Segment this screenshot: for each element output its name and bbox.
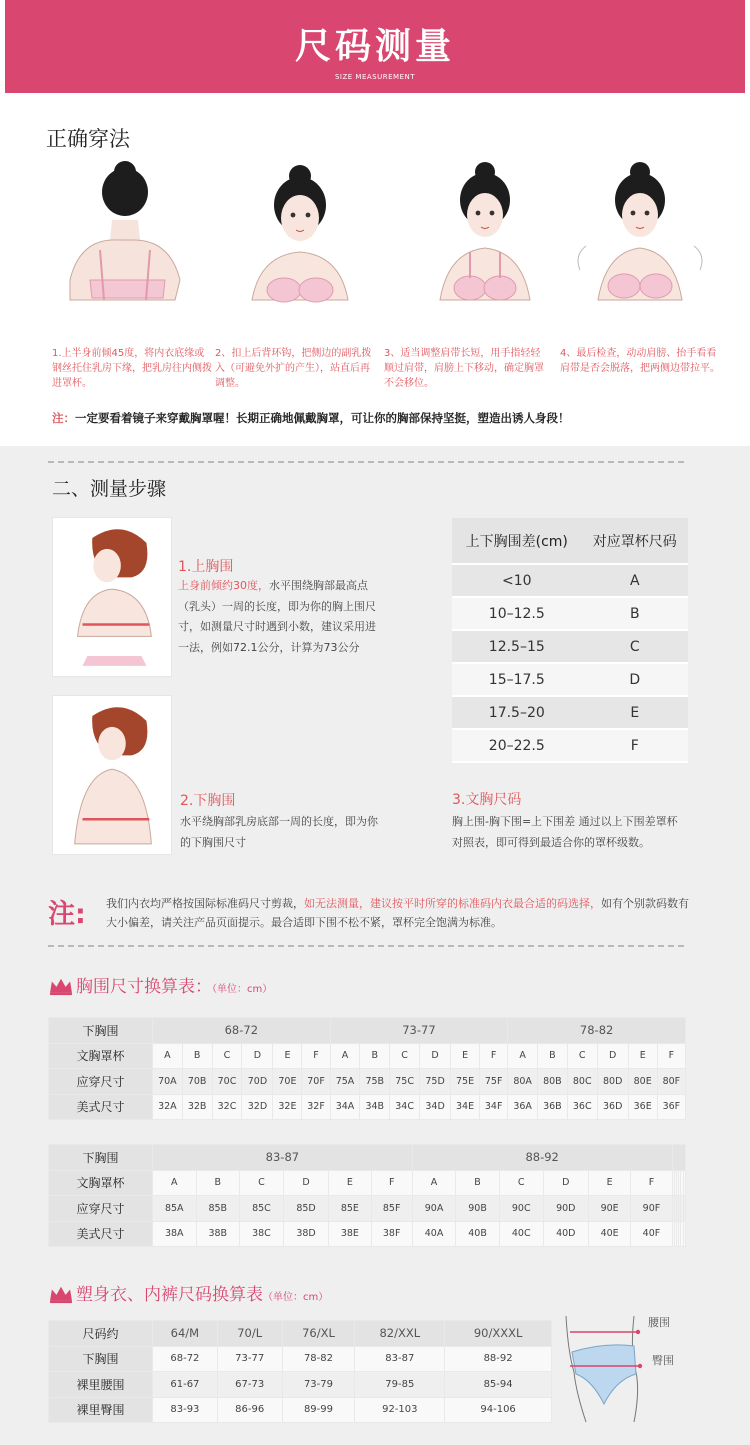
table-cell: 82/XXL [355, 1321, 445, 1347]
table-cell: 70C [212, 1069, 242, 1095]
table-cell: 36F [657, 1094, 685, 1120]
table-cell: B [196, 1170, 240, 1196]
table-cell: 88-92 [445, 1346, 552, 1372]
table-cell: 34B [360, 1094, 390, 1120]
size-note-red: 如无法测量，建议按平时所穿的标准码内衣最合适的码选择， [304, 897, 601, 910]
crown-icon [48, 1284, 76, 1309]
table-cell: C [390, 1043, 420, 1069]
table-row [49, 1018, 686, 1044]
table-cell: B [538, 1043, 568, 1069]
table-cell: 32D [242, 1094, 273, 1120]
table-cell: 85-94 [445, 1372, 552, 1398]
table-cell: 80C [567, 1069, 597, 1095]
table-row [49, 1145, 686, 1171]
table-row [49, 1170, 686, 1196]
note-big-label: 注: [48, 899, 86, 930]
crown-icon [48, 976, 76, 1001]
cup-table-header-diff: 上下胸围差(cm) [452, 518, 582, 564]
table-cell: 36D [597, 1094, 628, 1120]
section-measure-title: 二、测量步骤 [52, 478, 167, 500]
table-cell: C [582, 630, 688, 663]
table-cell: 86-96 [217, 1397, 282, 1423]
table-cell: 10–12.5 [452, 597, 582, 630]
table-cell: 94-106 [445, 1397, 552, 1423]
table-cell: 75D [420, 1069, 451, 1095]
row-label: 尺码约 [49, 1321, 153, 1347]
step3-illustration [400, 160, 560, 342]
lower-bust-illustration [52, 695, 172, 855]
table-cell: B [582, 597, 688, 630]
size-note-a: 我们内衣均严格按国际标准码尺寸剪裁， [106, 897, 304, 910]
table-cell: C [212, 1043, 242, 1069]
table-cell: 40B [456, 1221, 500, 1247]
table-cell: 34C [390, 1094, 420, 1120]
table-cell: 85A [153, 1196, 197, 1222]
table-cell: 70E [273, 1069, 302, 1095]
note-label: 注： [52, 411, 75, 425]
table-cell: 17.5–20 [452, 696, 582, 729]
table-cell: F [480, 1043, 508, 1069]
table-cell: 15–17.5 [452, 663, 582, 696]
table-cell: 12.5–15 [452, 630, 582, 663]
upper-bust-title: 1.上胸围 [178, 559, 234, 575]
table-cell: D [582, 663, 688, 696]
table-cell: 83-87 [355, 1346, 445, 1372]
table-cell: 80F [657, 1069, 685, 1095]
upper-bust-lead: 上身前倾约30度， [178, 579, 269, 592]
table-cell: 38B [196, 1221, 240, 1247]
body-diagram [556, 1312, 706, 1427]
table-cell: 20–22.5 [452, 729, 582, 762]
table-cell: 83-93 [153, 1397, 218, 1423]
table-cell: <10 [452, 564, 582, 597]
table-cell: 90D [543, 1196, 588, 1222]
lower-bust-title: 2.下胸围 [180, 793, 236, 809]
row-label: 下胸围 [49, 1346, 153, 1372]
row-label: 裸里腰围 [49, 1372, 153, 1398]
table-cell: 73-77 [217, 1346, 282, 1372]
table-cell [683, 1170, 685, 1196]
table-row [49, 1321, 552, 1347]
table-row [452, 597, 688, 630]
table-cell: 32E [273, 1094, 302, 1120]
table-cell: 64/M [153, 1321, 218, 1347]
group-header: 73-77 [330, 1018, 508, 1044]
table-cell: 34A [330, 1094, 360, 1120]
table-cell: C [567, 1043, 597, 1069]
table-cell: 40D [543, 1221, 588, 1247]
table-row [49, 1196, 686, 1222]
cup-size-table [452, 518, 688, 763]
table-cell: 70F [302, 1069, 330, 1095]
note-text: 一定要看着镜子来穿戴胸罩喔！长期正确地佩戴胸罩，可让你的胸部保持坚挺，塑造出诱人身段！ [75, 411, 570, 425]
table-cell: 36E [628, 1094, 657, 1120]
shapewear-size-table [48, 1320, 552, 1423]
table-cell: 73-79 [282, 1372, 355, 1398]
hip-label: 臀围 [652, 1354, 674, 1367]
table-cell: 75F [480, 1069, 508, 1095]
bra-size-section-title [48, 972, 272, 1001]
table-cell: 70/L [217, 1321, 282, 1347]
wearing-note [52, 410, 570, 426]
row-label: 文胸罩杯 [49, 1043, 153, 1069]
table-cell: 38D [283, 1221, 328, 1247]
table-cell: 32A [153, 1094, 183, 1120]
table-row [452, 564, 688, 597]
header-banner [5, 0, 745, 93]
table-cell: 75A [330, 1069, 360, 1095]
table-cell: D [543, 1170, 588, 1196]
table-cell: E [582, 696, 688, 729]
table-row [452, 696, 688, 729]
table-cell: 89-99 [282, 1397, 355, 1423]
table-cell: C [240, 1170, 284, 1196]
table-cell: 34F [480, 1094, 508, 1120]
table-cell: 34E [451, 1094, 480, 1120]
bra-size-title: 胸围尺寸换算表： [76, 977, 212, 997]
table-cell: B [182, 1043, 212, 1069]
row-label: 裸里臀围 [49, 1397, 153, 1423]
step2-text: 2、扣上后背环钩，把侧边的副乳拨入（可避免外扩的产生），站直后再调整。 [215, 348, 372, 389]
table-cell: 90A [412, 1196, 456, 1222]
table-cell: F [371, 1170, 412, 1196]
bra-size-unit: （单位：cm） [212, 984, 273, 995]
table-cell: C [499, 1170, 543, 1196]
row-label: 美式尺寸 [49, 1221, 153, 1247]
table-cell: D [283, 1170, 328, 1196]
table-cell: 38C [240, 1221, 284, 1247]
size-note-b: 如有个别款码数有大小偏差，请关注产品页面提示。最合适即下围不松不紧，罩杯完全饱满为标准。 [106, 897, 689, 929]
table-cell: 80B [538, 1069, 568, 1095]
table-row [49, 1043, 686, 1069]
table-cell: 85F [371, 1196, 412, 1222]
table-cell: 36B [538, 1094, 568, 1120]
table-cell: 79-85 [355, 1372, 445, 1398]
divider [48, 461, 684, 463]
table-cell: 38E [329, 1221, 371, 1247]
table-row [49, 1094, 686, 1120]
table-row [49, 1372, 552, 1398]
row-label: 应穿尺寸 [49, 1069, 153, 1095]
step2-illustration [220, 160, 380, 342]
step1-illustration [40, 160, 200, 342]
table-cell: E [588, 1170, 630, 1196]
table-cell: 61-67 [153, 1372, 218, 1398]
table-cell: 70D [242, 1069, 273, 1095]
bra-size-table-1 [48, 1017, 686, 1120]
table-cell: A [412, 1170, 456, 1196]
table-cell: 80E [628, 1069, 657, 1095]
bra-size-table-2 [48, 1144, 686, 1247]
table-cell: F [302, 1043, 330, 1069]
size-note-text [106, 894, 691, 932]
table-cell: E [628, 1043, 657, 1069]
table-cell: E [273, 1043, 302, 1069]
table-row [49, 1069, 686, 1095]
row-label: 应穿尺寸 [49, 1196, 153, 1222]
table-cell: 75E [451, 1069, 480, 1095]
cup-table-header [452, 518, 688, 564]
table-cell: A [582, 564, 688, 597]
table-cell: 85D [283, 1196, 328, 1222]
table-cell: 85E [329, 1196, 371, 1222]
table-cell: 75C [390, 1069, 420, 1095]
table-cell: 92-103 [355, 1397, 445, 1423]
table-cell: F [657, 1043, 685, 1069]
table-cell: 70A [153, 1069, 183, 1095]
group-header: 88-92 [412, 1145, 672, 1171]
table-row [49, 1397, 552, 1423]
waist-label: 腰围 [648, 1316, 670, 1329]
table-cell: 32C [212, 1094, 242, 1120]
table-cell: A [153, 1170, 197, 1196]
bra-size-text: 胸上围-胸下围=上下围差 通过以上下围差罩杯对照表，即可得到最适合你的罩杯级数。 [452, 815, 678, 849]
table-row [452, 663, 688, 696]
upper-bust-body: 水平围绕胸部最高点（乳头）一周的长度，即为你的胸上围尺寸，如测量尺寸时遇到小数，建议采用进一法，例如72.1公分，计算为73公分 [178, 579, 376, 654]
row-label: 文胸罩杯 [49, 1170, 153, 1196]
step1-text: 1.上半身前倾45度，将内衣底缘或钢丝托住乳房下缘，把乳房往内侧拨进罩杯。 [52, 348, 212, 389]
bra-size-title: 3.文胸尺码 [452, 792, 522, 808]
banner-title: 尺码测量 [294, 25, 455, 67]
table-cell: 36A [508, 1094, 538, 1120]
group-header: 83-87 [153, 1145, 413, 1171]
group-header: 68-72 [153, 1018, 331, 1044]
table-cell: E [329, 1170, 371, 1196]
table-cell: D [597, 1043, 628, 1069]
table-cell: 38F [371, 1221, 412, 1247]
banner-subtitle: SIZE MEASUREMENT [334, 73, 416, 81]
shapewear-title: 塑身衣、内裤尺码换算表 [76, 1285, 263, 1305]
table-cell: 68-72 [153, 1346, 218, 1372]
table-cell: F [582, 729, 688, 762]
table-cell: 32F [302, 1094, 330, 1120]
group-header [672, 1145, 685, 1171]
divider [48, 945, 684, 947]
step4-illustration [560, 160, 720, 342]
table-cell: 36C [567, 1094, 597, 1120]
table-cell: 90E [588, 1196, 630, 1222]
table-cell: D [242, 1043, 273, 1069]
table-cell: 67-73 [217, 1372, 282, 1398]
table-cell: 38A [153, 1221, 197, 1247]
step3-text: 3、适当调整肩带长短，用手指轻轻顺过肩带，肩膀上下移动，确定胸罩不会移位。 [384, 348, 544, 389]
table-cell: F [631, 1170, 672, 1196]
table-cell: B [456, 1170, 500, 1196]
table-cell: 70B [182, 1069, 212, 1095]
cup-table-header-cup: 对应罩杯尺码 [582, 518, 688, 564]
table-cell: 40E [588, 1221, 630, 1247]
table-cell: 90B [456, 1196, 500, 1222]
table-cell: 34D [420, 1094, 451, 1120]
upper-bust-text [178, 576, 380, 658]
table-cell: 75B [360, 1069, 390, 1095]
table-cell: D [420, 1043, 451, 1069]
section-wearing-title: 正确穿法 [46, 127, 130, 151]
table-cell: 90F [631, 1196, 672, 1222]
table-row [49, 1346, 552, 1372]
table-cell: 80D [597, 1069, 628, 1095]
table-cell: 40A [412, 1221, 456, 1247]
table-cell: A [508, 1043, 538, 1069]
table-row [49, 1221, 686, 1247]
table-cell: B [360, 1043, 390, 1069]
upper-bust-illustration [52, 517, 172, 677]
table-cell: 85C [240, 1196, 284, 1222]
table-cell [683, 1196, 685, 1222]
row-label: 下胸围 [49, 1018, 153, 1044]
table-cell: 40F [631, 1221, 672, 1247]
table-cell: 76/XL [282, 1321, 355, 1347]
lower-bust-text: 水平绕胸部乳房底部一周的长度，即为你的下胸围尺寸 [180, 815, 378, 849]
table-cell: 32B [182, 1094, 212, 1120]
table-cell [683, 1221, 685, 1247]
row-label: 下胸围 [49, 1145, 153, 1171]
shapewear-unit: （单位：cm） [263, 1292, 329, 1303]
table-cell: 85B [196, 1196, 240, 1222]
table-cell: 80A [508, 1069, 538, 1095]
table-cell: A [330, 1043, 360, 1069]
step4-text: 4、最后检查，动动肩膀、抬手看看肩带是否会脱落，把两侧边带拉平。 [560, 348, 720, 374]
table-row [452, 729, 688, 762]
table-cell: 78-82 [282, 1346, 355, 1372]
table-cell: E [451, 1043, 480, 1069]
table-cell: 90/XXXL [445, 1321, 552, 1347]
table-cell: 90C [499, 1196, 543, 1222]
shapewear-section-title [48, 1280, 328, 1309]
group-header: 78-82 [508, 1018, 686, 1044]
row-label: 美式尺寸 [49, 1094, 153, 1120]
table-cell: A [153, 1043, 183, 1069]
table-row [452, 630, 688, 663]
table-cell: 40C [499, 1221, 543, 1247]
wearing-illustrations [40, 160, 720, 342]
